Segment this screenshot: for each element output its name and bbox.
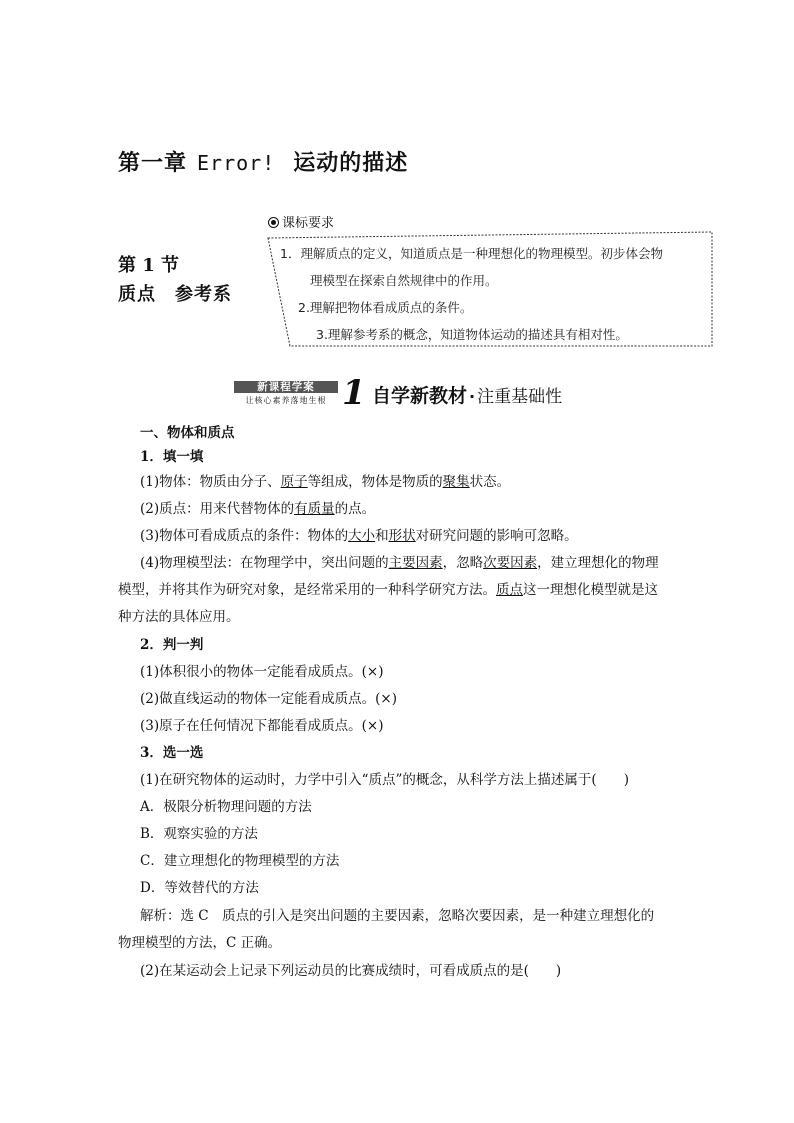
fill-item-1 (140, 470, 510, 490)
fill-item-2 (140, 497, 375, 517)
text: ，忽略 (442, 555, 484, 571)
chapter-title (118, 146, 408, 177)
text: (1)物体：物质由分子、 (140, 474, 281, 490)
banner-tag (234, 381, 338, 406)
blank-answer: 质点 (496, 582, 523, 598)
question-2: (2)在某运动会上记录下列运动员的比赛成绩时，可看成质点的是( ) (140, 963, 562, 979)
banner-tag-top: 新课程学案 (234, 381, 338, 393)
blank-answer: 主要因素 (388, 555, 443, 571)
requirement-item-1-cont: 理模型在探索自然规律中的作用。 (310, 273, 498, 288)
blank-answer: 聚集 (442, 474, 470, 490)
banner-separator: · (469, 387, 476, 406)
text: 状态。 (469, 474, 511, 490)
text: (4)物理模型法：在物理学中，突出问题的 (140, 555, 389, 571)
judge-item-3: (3)原子在任何情况下都能看成质点。(×) (140, 718, 384, 734)
requirements-label (268, 212, 334, 231)
heading-objects-and-particles: 一、物体和质点 (140, 425, 235, 441)
fill-item-4-line-3: 种方法的具体应用。 (118, 609, 240, 625)
requirements-label-text: 课标要求 (282, 216, 335, 231)
requirement-item-3: 3.理解参考系的概念，知道物体运动的描述具有相对性。 (316, 327, 628, 342)
blank-answer: 次要因素 (483, 555, 538, 571)
fill-heading: 1．填一填 (140, 449, 204, 465)
question-1-option-d: D．等效替代的方法 (140, 880, 259, 896)
banner-title: 自学新教材 (372, 385, 468, 407)
question-1-option-b: B．观察实验的方法 (140, 826, 258, 842)
choose-heading: 3．选一选 (140, 745, 204, 761)
question-1-option-a: A．极限分析物理问题的方法 (140, 799, 312, 815)
requirement-item-1: 1．理解质点的定义，知道质点是一种理想化的物理模型。初步体会物 (280, 246, 663, 261)
section-name: 质点 参考系 (118, 284, 232, 305)
text: 对研究问题的影响可忽略。 (415, 528, 578, 544)
question-1-option-c: C．建立理想化的物理模型的方法 (140, 853, 340, 869)
text: (2)质点：用来代替物体的 (140, 501, 295, 517)
text: 这一理想化模型就是这 (523, 582, 658, 598)
banner-title-row (372, 381, 562, 408)
text: 等组成，物体是物质的 (307, 474, 443, 490)
chapter-error-text: Error! (197, 151, 276, 175)
blank-answer: 形状 (388, 528, 416, 544)
requirement-item-2: 2.理解把物体看成质点的条件。 (298, 300, 473, 315)
fill-item-4-line-2 (118, 578, 658, 598)
fill-item-3 (140, 524, 578, 544)
chapter-name: 运动的描述 (293, 150, 409, 176)
text: 的点。 (334, 501, 376, 517)
judge-item-1: (1)体积很小的物体一定能看成质点。(×) (140, 664, 384, 680)
judge-heading: 2．判一判 (140, 637, 204, 653)
banner-subtitle: 注重基础性 (477, 387, 563, 407)
blank-answer: 有质量 (294, 501, 335, 517)
text: ，建立理想化的物理 (537, 555, 659, 571)
analysis-line-2: 物理模型的方法，C 正确。 (118, 935, 282, 951)
text: (3)物体可看成质点的条件：物体的 (140, 528, 349, 544)
banner-tag-bottom: 让核心素养落地生根 (245, 396, 327, 405)
blank-answer: 原子 (280, 474, 308, 490)
text: 和 (375, 528, 389, 544)
text: 模型，并将其作为研究对象，是经常采用的一种科学研究方法。 (118, 582, 496, 598)
question-1: (1)在研究物体的运动时，力学中引入“质点”的概念，从科学方法上描述属于( ) (140, 772, 629, 788)
banner-number: 1 (342, 373, 366, 413)
section-number: 第 1 节 (118, 255, 180, 276)
requirements-box (262, 230, 714, 348)
judge-item-2: (2)做直线运动的物体一定能看成质点。(×) (140, 691, 397, 707)
bullet-circle-icon (268, 217, 279, 228)
chapter-prefix: 第一章 (118, 150, 188, 176)
blank-answer: 大小 (348, 528, 376, 544)
analysis-line-1: 解析：选 C 质点的引入是突出问题的主要因素，忽略次要因素，是一种建立理想化的 (140, 908, 655, 924)
fill-item-4 (140, 551, 659, 571)
section-banner (234, 373, 614, 413)
